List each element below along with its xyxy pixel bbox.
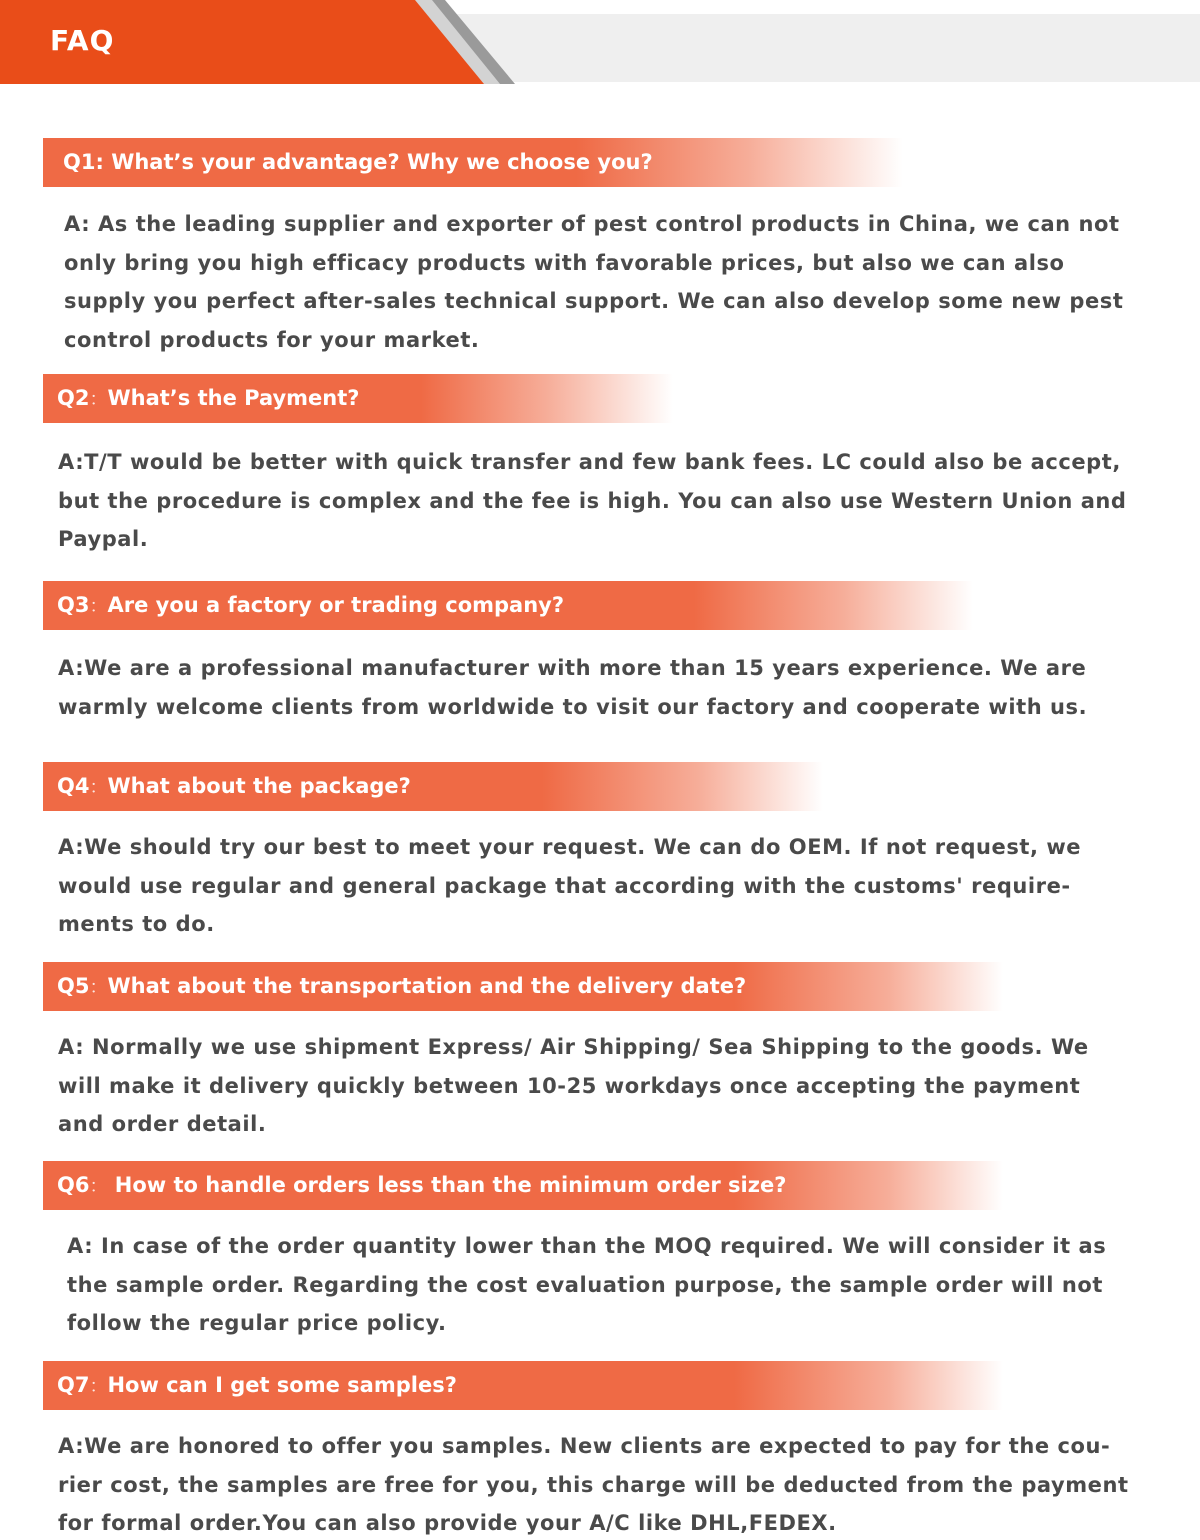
answer-line: A:We are a professional manufacturer with more than 15 years experience. We are xyxy=(58,656,1087,680)
answer-line: A:We should try our best to meet your request. We can do OEM. If not request, we xyxy=(58,835,1082,859)
answer-line: ments to do. xyxy=(58,912,215,937)
faq-question-bar xyxy=(43,1161,1003,1210)
question-separator: ： xyxy=(89,389,108,410)
faq-answer xyxy=(58,649,1148,726)
faq-answer xyxy=(58,1028,1148,1144)
faq-answer xyxy=(58,443,1148,559)
answer-line: Paypal. xyxy=(58,527,149,552)
question-text: Are you a factory or trading company? xyxy=(107,593,565,617)
faq-answer xyxy=(58,828,1148,944)
answer-line: and order detail. xyxy=(58,1112,267,1137)
faq-answer xyxy=(64,205,1154,359)
question-number: Q6 xyxy=(57,1173,90,1197)
answer-line: A: Normally we use shipment Express/ Air Shipping/ Sea Shipping to the goods. We xyxy=(58,1035,1089,1059)
question-number: Q5 xyxy=(57,974,90,998)
page-title: FAQ xyxy=(50,24,115,57)
question-separator: ： xyxy=(89,596,108,617)
answer-line: A:We are honored to offer you samples. New clients are expected to pay for the cou- xyxy=(58,1434,1111,1458)
answer-line: A: As the leading supplier and exporter of pest control products in China, we can not xyxy=(64,212,1120,236)
answer-line: rier cost, the samples are free for you, this charge will be deducted from the payment xyxy=(58,1472,1129,1497)
answer-line: follow the regular price policy. xyxy=(67,1311,447,1336)
question-text: What’s your advantage? Why we choose you? xyxy=(111,150,653,174)
faq-question-bar xyxy=(43,138,903,187)
answer-line: will make it delivery quickly between 10-25 workdays once accepting the payment xyxy=(58,1073,1081,1098)
question-separator: : xyxy=(95,150,112,174)
answer-line: A: In case of the order quantity lower than the MOQ required. We will consider it as xyxy=(67,1234,1107,1258)
question-text: How can I get some samples? xyxy=(107,1373,457,1397)
faq-question-bar xyxy=(43,962,1003,1011)
answer-line: control products for your market. xyxy=(64,327,480,352)
question-text: What about the transportation and the delivery date? xyxy=(107,974,747,998)
question-text: What’s the Payment? xyxy=(107,386,360,410)
answer-line: A:T/T would be better with quick transfer and few bank fees. LC could also be accept, xyxy=(58,450,1121,474)
faq-question-bar xyxy=(43,762,823,811)
answer-line: for formal order.You can also provide your A/C like DHL,FEDEX. xyxy=(58,1511,837,1536)
faq-answer xyxy=(58,1427,1148,1540)
question-number: Q4 xyxy=(57,774,90,798)
question-separator: ： xyxy=(89,1176,108,1197)
answer-line: only bring you high efficacy products with favorable prices, but also we can also xyxy=(64,250,1065,275)
question-number: Q3 xyxy=(57,593,90,617)
question-text: How to handle orders less than the minimum order size? xyxy=(107,1173,787,1197)
question-number: Q1 xyxy=(63,150,96,174)
faq-answer xyxy=(67,1227,1157,1343)
answer-line: supply you perfect after-sales technical support. We can also develop some new pest xyxy=(64,289,1124,314)
question-separator: ： xyxy=(89,1376,108,1397)
answer-line: but the procedure is complex and the fee is high. You can also use Western Union and xyxy=(58,488,1127,513)
faq-question-bar xyxy=(43,374,673,423)
question-separator: ： xyxy=(89,977,108,998)
question-number: Q7 xyxy=(57,1373,90,1397)
question-text: What about the package? xyxy=(107,774,411,798)
faq-question-bar xyxy=(43,1361,1003,1410)
faq-question-bar xyxy=(43,581,973,630)
answer-line: warmly welcome clients from worldwide to visit our factory and cooperate with us. xyxy=(58,694,1088,719)
question-number: Q2 xyxy=(57,386,90,410)
answer-line: would use regular and general package that according with the customs' require- xyxy=(58,873,1071,898)
question-separator: ： xyxy=(89,777,108,798)
answer-line: the sample order. Regarding the cost evaluation purpose, the sample order will not xyxy=(67,1272,1103,1297)
